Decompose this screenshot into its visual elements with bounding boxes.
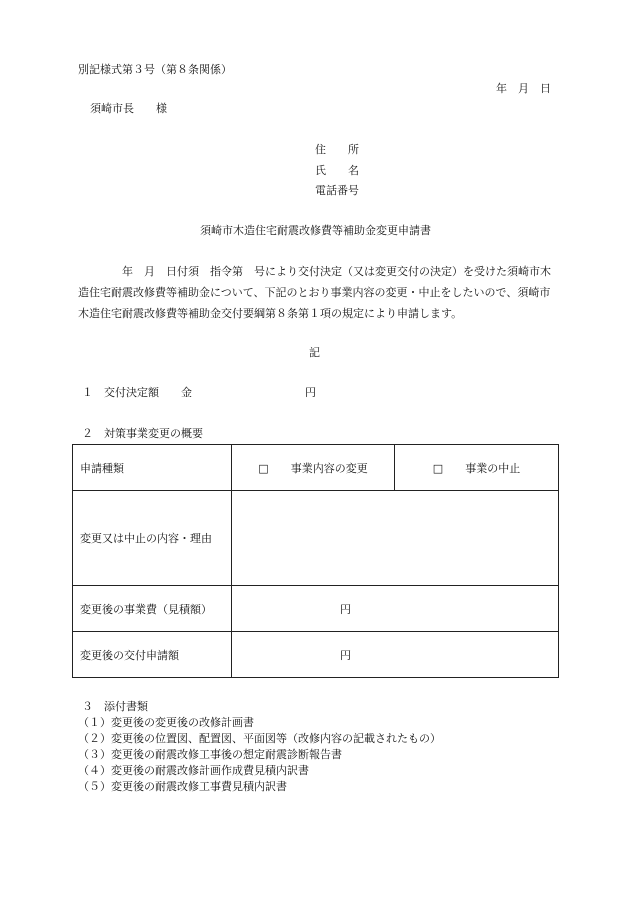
option-cancel-checkbox[interactable]: □ 事業の中止: [395, 445, 559, 491]
ki-heading: 記: [309, 346, 320, 359]
phone-label: 電話番号: [315, 184, 359, 197]
cost-unit[interactable]: 円: [232, 586, 559, 632]
option-change-checkbox[interactable]: □ 事業内容の変更: [232, 445, 395, 491]
name-label: 氏 名: [315, 164, 359, 177]
date-line: 年 月 日: [496, 82, 551, 95]
document-title: 須崎市木造住宅耐震改修費等補助金変更申請書: [200, 224, 431, 237]
amount-unit[interactable]: 円: [232, 632, 559, 678]
item2-label: ２ 対策事業変更の概要: [82, 427, 203, 440]
reason-label: 変更又は中止の内容・理由: [73, 491, 232, 586]
type-label: 申請種類: [73, 445, 232, 491]
table-row: [73, 491, 559, 586]
table-row: [73, 632, 559, 678]
attachment-item: （１）変更後の変更後の改修計画書: [78, 716, 254, 729]
form-number: 別記様式第３号（第８条関係）: [78, 63, 232, 76]
item3-label: ３ 添付書類: [82, 700, 148, 713]
cost-label: 変更後の事業費（見積額）: [73, 586, 232, 632]
attachment-item: （３）変更後の耐震改修工事後の想定耐震診断報告書: [78, 748, 342, 761]
attachment-item: （５）変更後の耐震改修工事費見積内訳書: [78, 780, 287, 793]
item1-yen: 円: [305, 386, 316, 399]
amount-label: 変更後の交付申請額: [73, 632, 232, 678]
reason-field[interactable]: [232, 491, 559, 586]
item1-kin: 金: [181, 386, 192, 399]
table-row: [73, 445, 559, 491]
table-row: [73, 586, 559, 632]
attachment-item: （２）変更後の位置図、配置図、平面図等（改修内容の記載されたもの）: [78, 732, 441, 745]
attachment-item: （４）変更後の耐震改修計画作成費見積内訳書: [78, 764, 309, 777]
address-label: 住 所: [315, 143, 359, 156]
body-paragraph: 年 月 日付須 指令第 号により交付決定（又は変更交付の決定）を受けた須崎市木造住宅耐震改修費等補助金について、下記のとおり事業内容の変更・中止をしたいので、須崎市木造住宅耐震改修費等補助金交付要綱第８条第１項の規定により申請します。: [78, 265, 551, 320]
addressee: 須崎市長 様: [90, 102, 167, 115]
change-summary-table: [72, 444, 559, 678]
item1-label: １ 交付決定額: [82, 386, 159, 399]
